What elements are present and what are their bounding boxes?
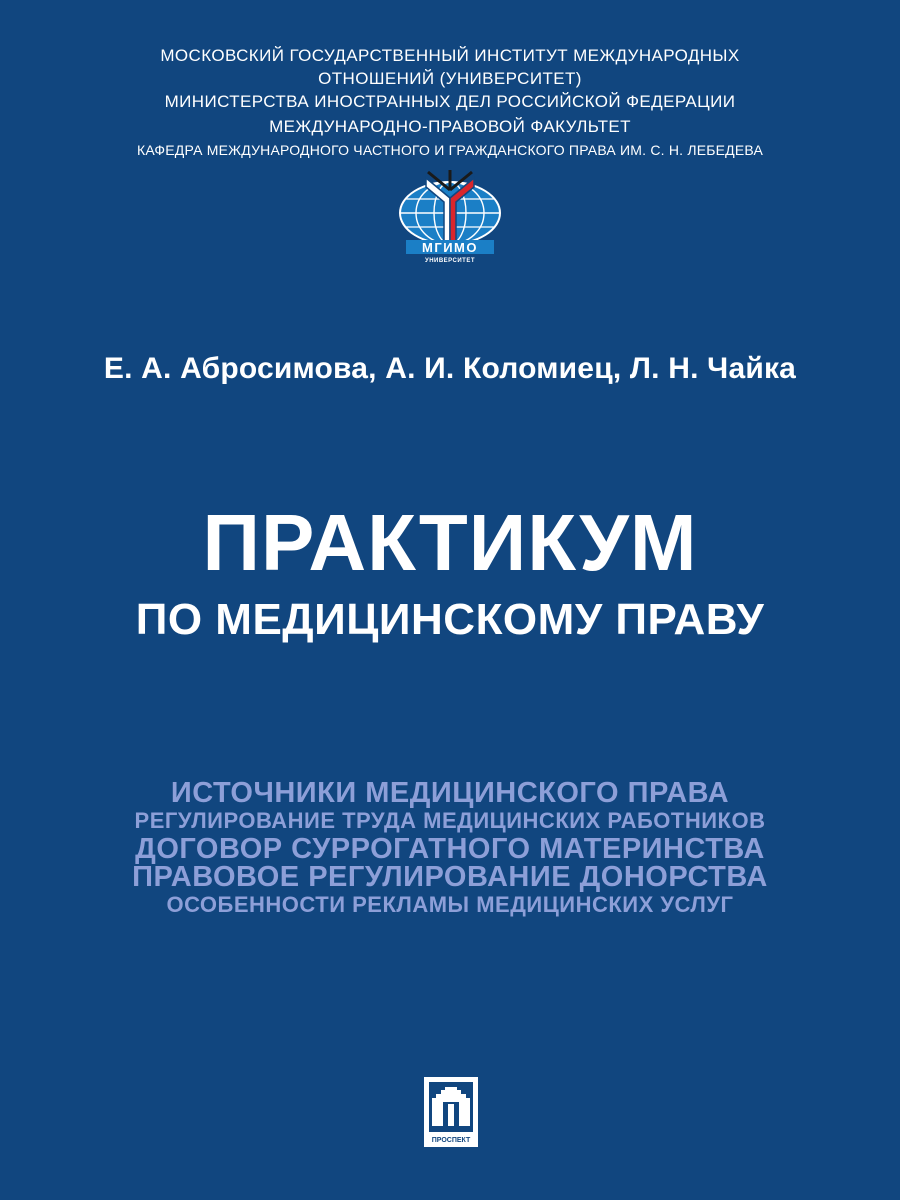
- topic-item: ПРАВОВОЕ РЕГУЛИРОВАНИЕ ДОНОРСТВА: [132, 861, 768, 893]
- topics-list: [0, 779, 900, 919]
- topic-item: ИСТОЧНИКИ МЕДИЦИНСКОГО ПРАВА: [170, 777, 730, 809]
- faculty-name: МЕЖДУНАРОДНО-ПРАВОВОЙ ФАКУЛЬТЕТ: [269, 117, 631, 136]
- prospekt-building-logo-icon: [423, 1076, 479, 1148]
- mgimo-globe-logo-icon: [398, 168, 502, 268]
- institution-name-line-1: МОСКОВСКИЙ ГОСУДАРСТВЕННЫЙ ИНСТИТУТ МЕЖДУНАРОДНЫХ: [160, 46, 740, 65]
- book-subtitle: ПО МЕДИЦИНСКОМУ ПРАВУ: [135, 595, 765, 644]
- logo-caption: УНИВЕРСИТЕТ: [424, 258, 476, 264]
- book-title: ПРАКТИКУМ: [202, 498, 698, 587]
- institution-name-line-3: МИНИСТЕРСТВА ИНОСТРАННЫХ ДЕЛ РОССИЙСКОЙ ФЕДЕРАЦИИ: [164, 92, 736, 111]
- publisher-name: ПРОСПЕКТ: [431, 1137, 471, 1144]
- topic-item: РЕГУЛИРОВАНИЕ ТРУДА МЕДИЦИНСКИХ РАБОТНИКОВ: [134, 808, 766, 833]
- logo-name: МГИМО: [422, 240, 478, 255]
- institution-header: [0, 44, 900, 162]
- topic-item: ОСОБЕННОСТИ РЕКЛАМЫ МЕДИЦИНСКИХ УСЛУГ: [166, 892, 734, 917]
- topic-item: ДОГОВОР СУРРОГАТНОГО МАТЕРИНСТВА: [135, 833, 765, 865]
- institution-name-line-2: ОТНОШЕНИЙ (УНИВЕРСИТЕТ): [318, 69, 582, 88]
- department-name: КАФЕДРА МЕЖДУНАРОДНОГО ЧАСТНОГО И ГРАЖДАНСКОГО ПРАВА ИМ. С. Н. ЛЕБЕДЕВА: [137, 142, 763, 158]
- authors: Е. А. Абросимова, А. И. Коломиец, Л. Н. Чайка: [103, 352, 797, 385]
